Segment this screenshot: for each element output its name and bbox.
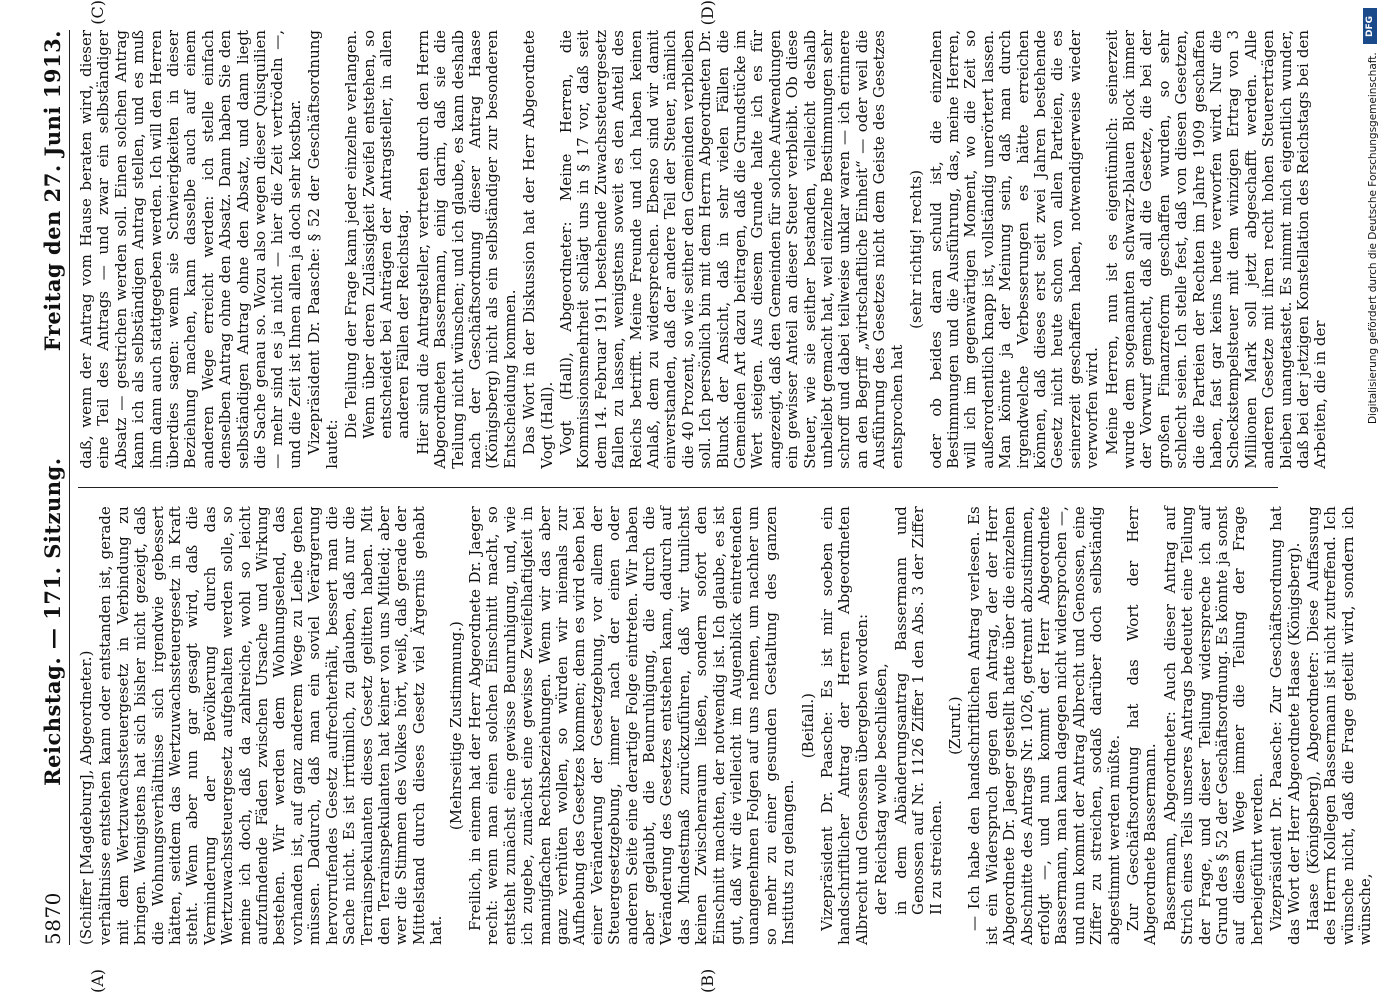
paragraph: oder ob beides daran schuld ist, die einzelnen Bestimmungen und die Ausführung, das, meine Herren, will ich im gegenwärtigen Moment, wo die Zeit so außerordentlich knapp ist, vollständig unerörtert lassen. Man könnte ja der Meinung sein, daß man durch irgendwelche Verbesserungen es hätte erreichen können, daß dieses erst seit zwei Jahren bestehende Gesetz nicht heute schon von allen Parteien, die es seinerzeit geschaffen haben, notwendigerweise wieder verworfen wird. [926,30,1102,469]
page-header [40,30,70,945]
paragraph: Meine Herren, nun ist es eigentümlich: seinerzeit wurde dem sogenannten schwarz-blauen Block immer der Vorwurf gemacht, daß all die Gesetze, die bei der großen Finanzreform geschaffen wurden, so sehr schlecht seien. Ich stelle fest, daß von diesen Gesetzen, die die Parteien der Rechten im Jahre 1909 geschaffen haben, fast gar keins heute verworfen wird. Nur die Scheckstempelsteuer mit dem winzigen Ertrag von 3 Millionen Mark soll jetzt abgeschafft werden. Alle anderen Gesetze mit ihren recht hohen Steuererträgen bleiben unangetastet. Es nimmt mich eigentlich wunder, daß bei der jetzigen Konstellation des Reichstags bei den Arbeiten, die in der [1102,30,1330,469]
right-column [77,30,1330,469]
paragraph: Haase (Königsberg), Abgeordneter: Diese Auffassung des Herrn Kollegen Bassermann ist nicht zutreffend. Ich wünsche nicht, daß die Frage geteilt wird, sondern ich wünsche, [1304,506,1375,945]
margin-letter-d: (D) [698,0,717,26]
paragraph: daß, wenn der Antrag vom Hause beraten wird, dieser eine Teil des Antrags — und zwar ein selbständiger Absatz — gestrichen werden soll. Einen solchen Antrag kann ich als selbständigen Antrag stellen, und es muß ihm dann auch stattgegeben werden. Ich will den Herren überdies sagen: wenn sie Schwierigkeiten in dieser Beziehung machen, kann dasselbe auch auf einem anderen Wege erreicht werden: ich stelle einfach denselben Antrag ohne den Absatz. Dann haben Sie den selbständigen Antrag ohne den Absatz, und dann liegt die Sache genau so. Wozu also wegen dieser Quisquilien — mehr sind es ja nicht — hier die Zeit vertrödeln —, und die Zeit ist Ihnen allen ja doch sehr kostbar. [77,30,304,469]
paragraph: Hier sind die Antragsteller, vertreten durch den Herrn Abgeordneten Bassermann, einig darin, daß sie die Teilung nicht wünschen; und ich glaube, es kann deshalb nach der Geschäftsordnung dieser Antrag Haase (Königsberg) nicht als ein selbständiger zur besonderen Entscheidung kommen. [413,30,519,469]
column-divider [78,487,1278,489]
motion-text: in dem Abänderungsantrag Bassermann und Genossen auf Nr. 1126 Ziffer 1 den Abs. 3 der Ziffer II zu streichen. [891,506,945,915]
quoted-rule: Die Teilung der Frage kann jeder einzelne verlangen. Wenn über deren Zulässigkeit Zweifel entstehen, so entscheidet bei Anträgen der Antragsteller, in allen anderen Fällen der Reichstag. [342,30,413,439]
paragraph: Bassermann, Abgeordneter: Auch dieser Antrag auf Strich eines Teils unseres Antrags bedeutet eine Teilung der Frage, und dieser Teilung widerspreche ich auf Grund des § 52 der Geschäftsordnung. Es könnte ja sonst auf diesem Wege immer die Teilung der Frage herbeigeführt werden. [1160,506,1266,945]
interjection: (Beifall.) [798,693,817,759]
paragraph: Vizepräsident Dr. Paasche: Es ist mir soeben ein handschriftlicher Antrag der Herren Abgeordneten Albrecht und Genossen übergeben worden: [818,506,871,945]
paragraph: — Ich habe den handschriftlichen Antrag verlesen. Es ist ein Widerspruch gegen den Antrag, der der Herr Abgeordnete Dr. Jaeger gestellt hatte über die einzelnen Abschnitte des Antrags Nr. 1026, getrennt abzustimmen, erfolgt —, und nun kommt der Herr Abgeordnete Bassermann, man kann dagegen nicht widersprochen —, und nun kommt der Antrag Albrecht und Genossen, eine Ziffer zu streichen, sodaß darüber doch selbständig abgestimmt werden müßte. [965,506,1123,945]
interjection: (Mehrseitige Zustimmung.) [446,621,465,831]
left-column [77,506,1375,945]
motion-text: der Reichstag wolle beschließen, [872,663,891,915]
paragraph: verhältnisse entstehen kann oder entstanden ist, gerade mit dem Wertzuwachssteuergesetz in Verbindung zu bringen. Wenigstens hat sich bisher nicht gezeigt, daß die Wohnungsverhältnisse sich irgendwie gebessert hätten, seitdem das Wertzuwachssteuergesetz in Kraft steht. Wenn aber nun gar gesagt wird, daß die Verminderung der Bevölkerung durch das Wertzuwachssteuergesetz aufgehalten werden solle, so meine ich doch, daß da zahlreiche, wohl so leicht aufzufindende Fäden zwischen Ursache und Wirkung bestehen. Wir werden dem Wohnungselend, das vorhanden ist, auf ganz anderem Wege zu Leibe gehen müssen. Dadurch, daß man ein soviel Verärgerung hervorrufendes Gesetz aufrechterhält, bessert man die Sache nicht. Es ist irrtümlich, zu glauben, daß nur die Terrainspekulanten dieses Gesetz gelitten haben. Mit den Terrainspekulanten hat keiner von uns Mitleid; aber wer die Stimmen des Volkes hört, weiß, daß gerade der Mittelstand durch dieses Gesetz viel Ärgernis gehabt hat. [96,506,446,945]
paragraph: Vizepräsident Dr. Paasche: § 52 der Geschäftsordnung lautet: [305,30,341,469]
paragraph: Das Wort in der Diskussion hat der Herr Abgeordnete Vogt (Hall). [520,30,556,469]
interjection: (Zuruf.) [945,696,964,755]
paragraph: Vizepräsident Dr. Paasche: Zur Geschäftsordnung hat das Wort der Herr Abgeordnete Haase (Königsberg). [1267,506,1303,945]
dfg-logo: DFG [1363,8,1377,44]
margin-letter-b: (B) [698,968,717,993]
margin-letter-a: (A) [88,968,107,993]
paragraph: Zur Geschäftsordnung hat das Wort der Herr Abgeordnete Bassermann. [1123,506,1160,945]
interjection: (sehr richtig! rechts) [907,169,926,329]
header-center: Reichstag. — 171. Sitzung. [40,457,65,786]
margin-letter-c: (C) [88,0,107,25]
paragraph: Vogt (Hall), Abgeordneter: Meine Herren, die Kommissionsmehrheit schlägt uns in § 17 vor, daß seit dem 14. Februar 1911 bestehende Zuwachssteuergesetz fallen zu lassen, wenigstens soweit es den Anteil des Reichs betrifft. Meine Freunde und ich haben keinen Anlaß, dem zu widersprechen. Ebenso sind wir damit einverstanden, daß der andere Teil der Steuer, nämlich die 40 Prozent, so wie seither den Gemeinden verbleiben soll. Ich persönlich bin mit dem Herrn Abgeordneten Dr. Blunck der Ansicht, daß in sehr vielen Fällen die Gemeinden Art dazu beitragen, daß die Grundstücke im Wert steigen. Aus diesem Grunde halte ich es für angezeigt, daß den Gemeinden für solche Aufwendungen ein gewisser Anteil an dieser Steuer verbleibt. Ob diese Steuer, wie sie seither bestanden, vielleicht deshalb unbeliebt gemacht hat, weil einzelne Bestimmungen sehr schroff und dabei teilweise unklar waren — ich erinnere an den Begriff „wirtschaftliche Einheit“ — oder weil die Ausführung des Gesetzes nicht dem Geiste des Gesetzes entsprochen hat [556,30,906,469]
paragraph: Freilich, in einem hat der Herr Abgeordnete Dr. Jaeger recht: wenn man einen solchen Einschnitt macht, so entsteht zunächst eine gewisse Beunruhigung, und, wie ich zugebe, zunächst eine gewisse Zweifelhaftigkeit in mannigfachen Rechtsbeziehungen. Wenn wir das aber ganz verhüten wollen, so würden wir niemals zur Aufhebung des Gesetzes kommen; denn es wird eben bei einer Veränderung der Gesetzgebung, vor allem der Steuergesetzgebung, immer nach der einen oder anderen Seite eine derartige Folge eintreten. Wir haben aber geglaubt, die Beunruhigung, die durch die Veränderung des Gesetzes entstehen kann, dadurch auf das Mindestmaß zurückzuführen, daß wir tunlichst keinen Zwischenraum ließen, sondern sofort den Einschnitt machten, der notwendig ist. Ich glaube, es ist gut, daß wir die vielleicht im Augenblick eintretenden unangenehmen Folgen auf uns nehmen, um nachher um so mehr zu einer gesunden Gestaltung des ganzen Instituts zu gelangen. [465,506,798,945]
page-number: 5870 [41,892,65,945]
digitization-note: Digitalisierung gefördert durch die Deutsche Forschungsgemeinschaft. [1367,52,1379,424]
speaker-line: (Schiffer [Magdeburg], Abgeordneter.) [77,650,95,945]
header-date: Freitag den 27. Juni 1913. [40,30,65,352]
